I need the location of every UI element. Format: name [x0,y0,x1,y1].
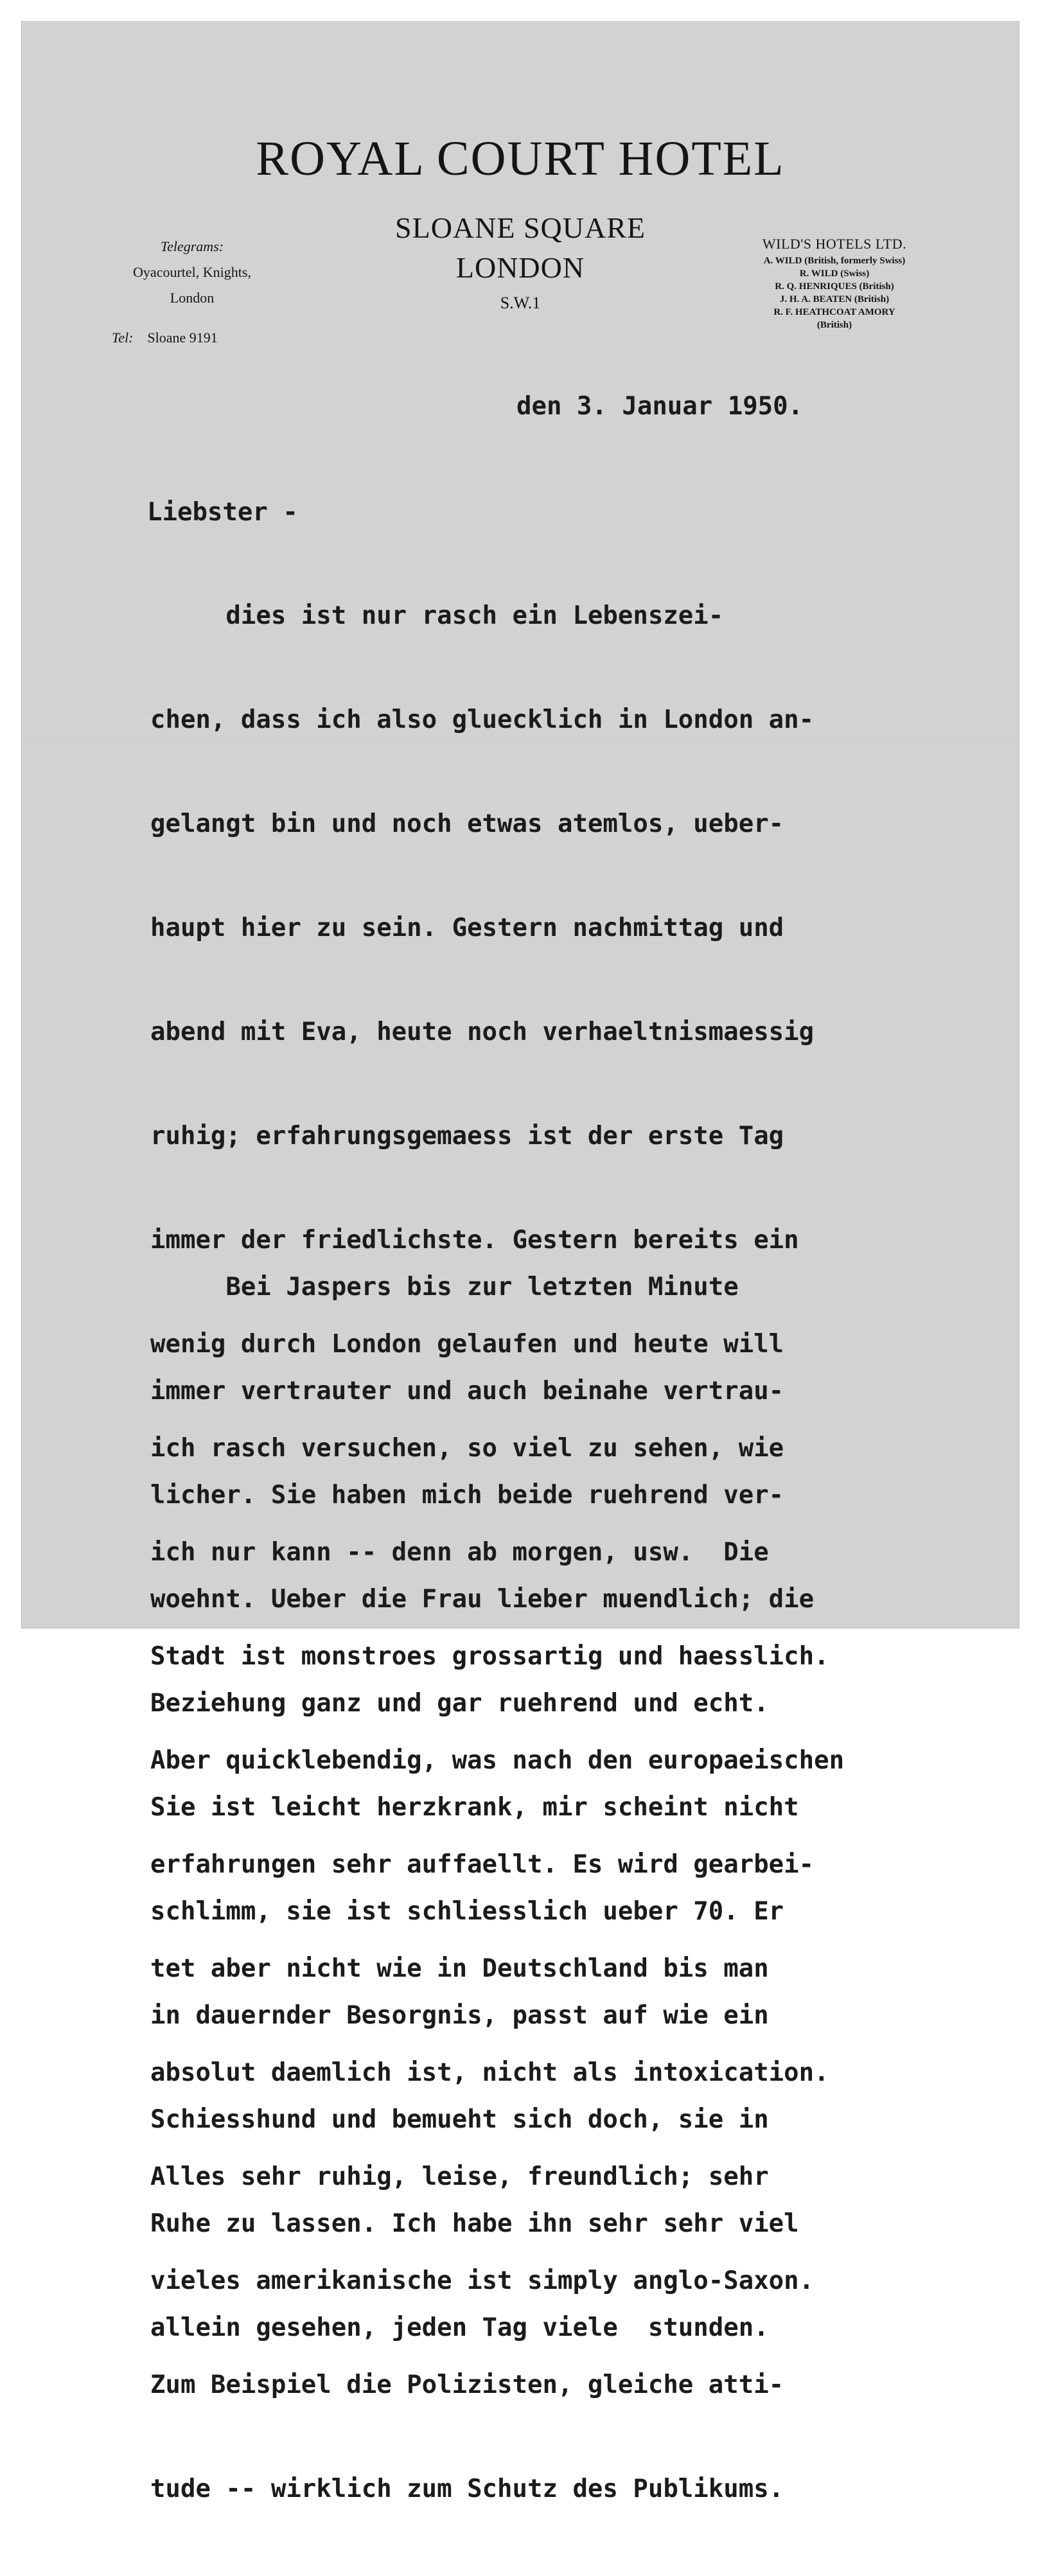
text-line: immer vertrauter und auch beinahe vertrau- [150,1377,784,1406]
text-line: ruhig; erfahrungsgemaess ist der erste Tag [150,1122,784,1151]
text-line: absolut daemlich ist, nicht als intoxication. [150,2058,829,2087]
text-line: Zum Beispiel die Polizisten, gleiche atti- [150,2370,784,2399]
text-line: Beziehung ganz und gar ruehrend und echt. [150,1689,769,1718]
text-line: tet aber nicht wie in Deutschland bis man [150,1954,769,1983]
letter-sheet [22,22,1019,2503]
telegrams-label: Telegrams: [160,238,224,254]
telephone-value: Sloane 9191 [147,330,218,346]
address-line-2: LONDON [455,251,585,284]
text-line: gelangt bin und noch etwas atemlos, ueber- [150,809,784,838]
letter-salutation: Liebster - [147,498,298,527]
text-line: haupt hier zu sein. Gestern nachmittag und [150,913,784,942]
text-line: ich rasch versuchen, so viel zu sehen, wie [150,1434,784,1463]
hotel-address [328,208,713,316]
address-line-1: SLOANE SQUARE [395,211,646,244]
hotel-name: ROYAL COURT HOTEL [256,132,785,186]
text-line: Alles sehr ruhig, leise, freundlich; sehr [150,2162,769,2191]
text-line: allein gesehen, jeden Tag viele stunden. [150,2313,769,2342]
telephone-label: Tel: [112,330,134,346]
text-line: wenig durch London gelaufen und heute will [150,1330,784,1359]
letter-date: den 3. Januar 1950. [516,392,804,421]
text-line: licher. Sie haben mich beide ruehrend ver- [150,1481,784,1510]
text-line: woehnt. Ueber die Frau lieber muendlich; die [150,1585,815,1614]
text-line: erfahrungen sehr auffaellt. Es wird gearbei- [150,1850,815,1879]
director-line: R. Q. HENRIQUES (British) [775,281,894,292]
director-line: R. F. HEATHCOAT AMORY [773,307,895,317]
text-line: chen, dass ich also gluecklich in London an- [150,705,815,734]
text-line: Stadt ist monstroes grossartig und haesslich. [150,1642,829,1671]
text-line: abend mit Eva, heute noch verhaeltnismaessig [150,1018,815,1046]
telegrams-value-2: London [170,290,215,306]
contact-info [86,234,298,351]
telegrams-value-1: Oyacourtel, Knights, [133,264,251,280]
telephone-line [86,325,298,351]
text-line: Ruhe zu lassen. Ich habe ihn sehr sehr viel [150,2209,799,2238]
paragraph-2 [150,1201,814,2415]
director-line: J. H. A. BEATEN (British) [779,294,890,304]
director-line: (British) [816,320,852,330]
text-line: tude -- wirklich zum Schutz des Publikums. [150,2475,784,2503]
director-line: R. WILD (Swiss) [799,269,870,279]
text-line: in dauernder Besorgnis, passt auf wie ein [150,2001,769,2030]
text-line: Aber quicklebendig, was nach den europaeischen [150,1746,845,1775]
text-line: vieles amerikanische ist simply anglo-Saxon. [150,2266,815,2295]
text-line: Schiesshund und bemueht sich doch, sie in [150,2105,769,2134]
company-name: WILD'S HOTELS LTD. [762,236,907,252]
text-line: Bei Jaspers bis zur letzten Minute [150,1273,739,1301]
text-line: immer der friedlichste. Gestern bereits ein [150,1226,799,1255]
company-info [700,234,969,331]
text-line: Sie ist leicht herzkrank, mir scheint nicht [150,1793,799,1822]
text-line: dies ist nur rasch ein Lebenszei- [150,601,724,630]
address-line-3: S.W.1 [500,294,541,312]
director-line: A. WILD (British, formerly Swiss) [763,256,906,266]
text-line: schlimm, sie ist schliesslich ueber 70. Er [150,1897,784,1926]
text-line: ich nur kann -- denn ab morgen, usw. Die [150,1538,769,1567]
